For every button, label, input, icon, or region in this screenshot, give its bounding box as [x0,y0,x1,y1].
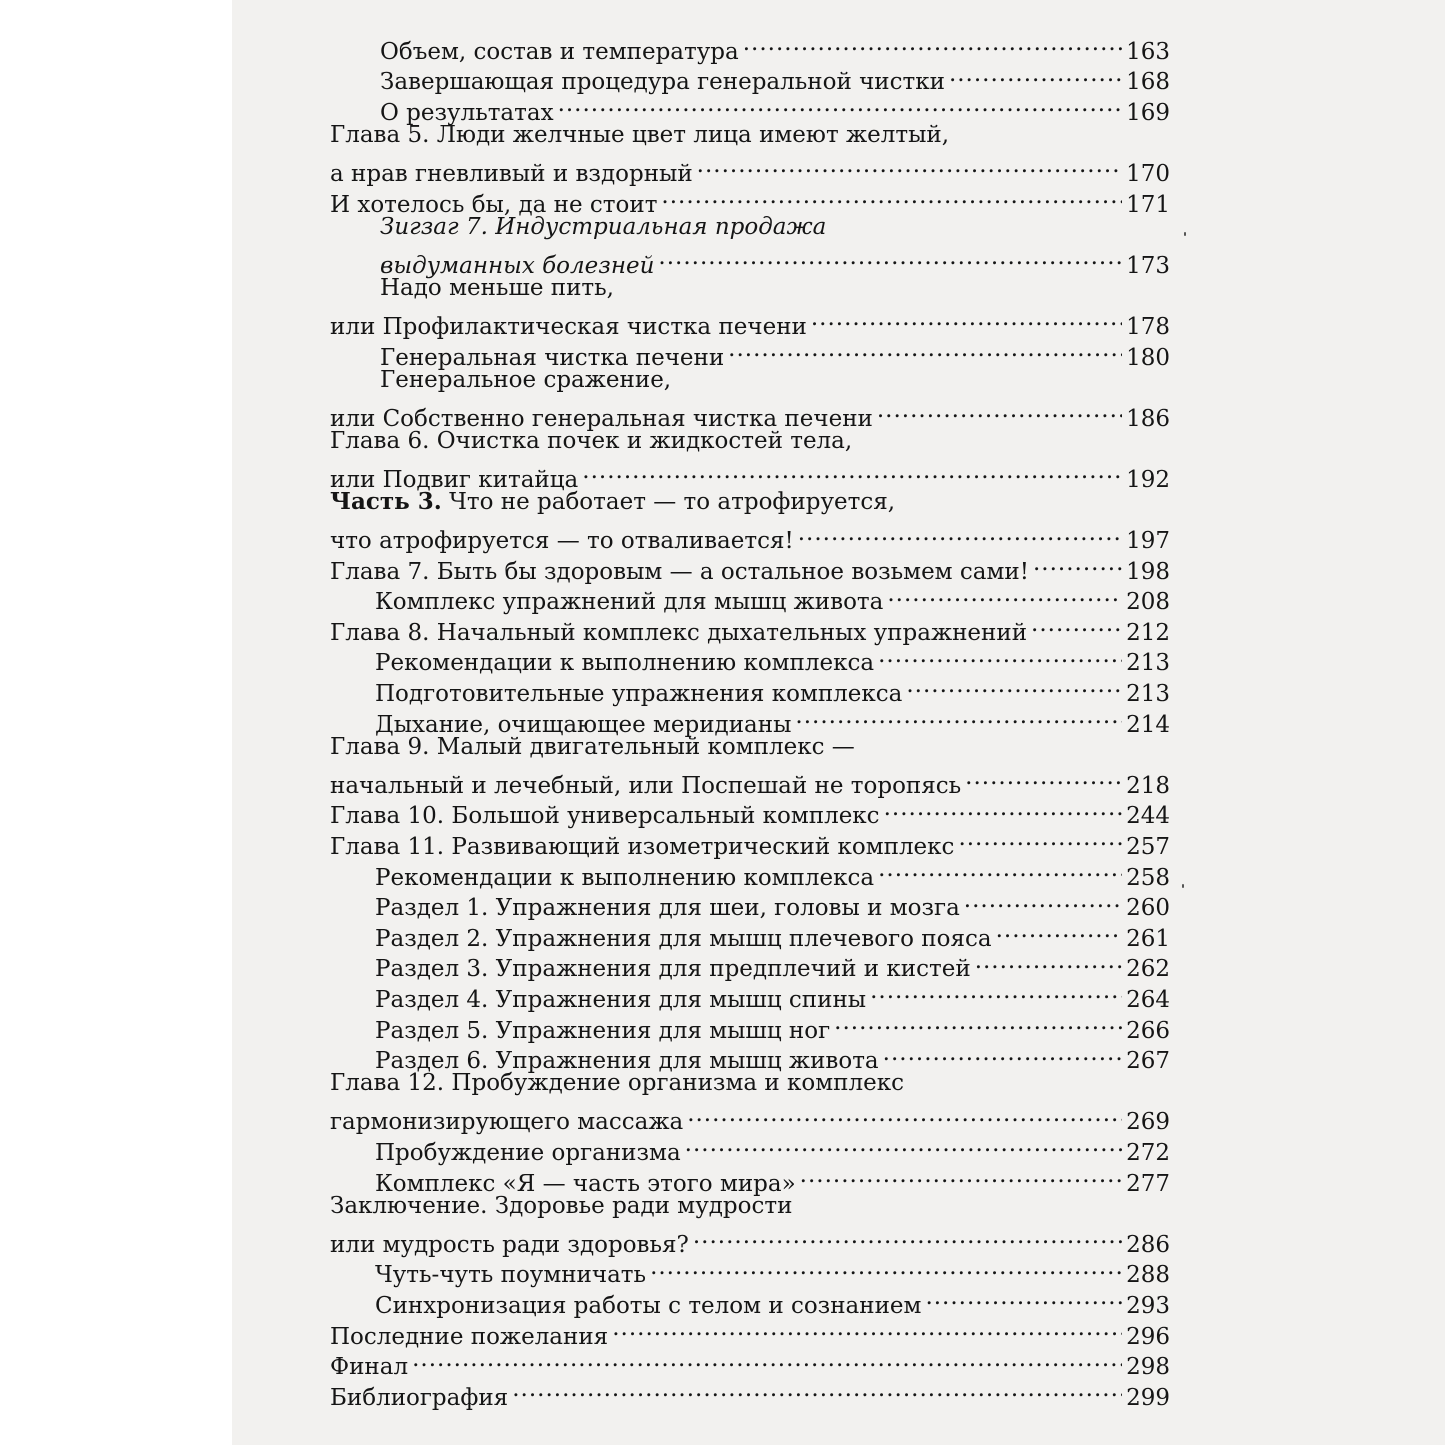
toc-entry [330,365,1170,432]
toc-entry-text: Раздел 5. Упражнения для мышц ног [375,1017,831,1044]
toc-leader-dots [795,701,1122,732]
toc-leader-dots [1033,548,1122,579]
toc-page-number: 288 [1126,1262,1170,1289]
toc-entry-text: или мудрость ради здоровья? [330,1231,689,1258]
toc-entry [330,1068,1170,1136]
toc-page-number: 197 [1126,528,1170,555]
toc-page-number: 266 [1126,1017,1170,1044]
toc-entry-text: или Профилактическая чистка печени [330,313,807,340]
toc-entry-text: Раздел 1. Упражнения для шеи, головы и мозга [375,895,960,922]
toc-entry-text: Глава 8. Начальный комплекс дыхательных упражнений [330,619,1028,646]
toc-leader-dots [1031,609,1122,640]
toc-page-number: 173 [1126,252,1170,279]
toc-entry-text: Раздел 2. Упражнения для мышц плечевого пояса [375,925,992,952]
toc-entry-text: И хотелось бы, да не стоит [330,191,658,218]
print-speck [1182,884,1184,888]
toc-entry [330,212,1170,279]
toc-leader-dots [412,1344,1122,1375]
toc-entry-text: Зигзаг 7. Индустриальная продажа [380,213,827,240]
toc-page-number: 286 [1126,1231,1170,1258]
toc-entry-text: Финал [330,1354,409,1381]
toc-entry-text: выдуманных болезней [380,252,655,279]
toc-entry-text: Раздел 4. Упражнения для мышц спины [375,987,867,1013]
toc-page-number: 262 [1126,956,1170,983]
toc-page-number: 258 [1126,864,1170,891]
toc-page-number: 169 [1126,99,1170,126]
toc-leader-dots [685,1129,1122,1160]
toc-entry-text: Глава 12. Пробуждение организма и комплекс [330,1070,904,1097]
toc-page-number: 244 [1126,803,1170,830]
toc-entry-text: что атрофируется — то отваливается! [330,528,794,555]
toc-leader-dots [697,150,1122,181]
toc-page-number: 218 [1126,772,1170,799]
toc-leader-dots [925,1282,1122,1313]
toc-leader-dots [728,334,1122,365]
toc-leader-dots [870,976,1122,1007]
toc-page-number: 192 [1126,466,1170,493]
toc-page-number: 180 [1126,344,1170,371]
toc-leader-dots [612,1313,1122,1344]
toc-page-number: 277 [1126,1170,1170,1197]
toc-entry [330,273,1170,340]
toc-entry-text: Генеральное сражение, [380,366,672,393]
toc-entry [330,1374,1170,1411]
toc-entry-text: Глава 7. Быть бы здоровым — а остальное возьмем сами! [330,558,1029,585]
toc-entry-text: Глава 9. Малый двигательный комплекс — [330,733,855,760]
toc-leader-dots [975,946,1122,977]
toc-page-number: 298 [1126,1354,1170,1381]
toc-page-number: 213 [1126,681,1170,708]
toc-page-number: 186 [1126,405,1170,432]
toc-entry-text: или Собственно генеральная чистка печени [330,405,873,432]
toc-entry-text: Рекомендации к выполнению комплекса [375,650,875,677]
toc-entry-text: Объем, состав и температура [380,38,739,65]
toc-entry-text: Рекомендации к выполнению комплекса [375,864,875,891]
toc-entry-text: или Подвиг китайца [330,466,579,493]
toc-leader-dots [877,395,1122,426]
toc-entry-text: Глава 5. Люди желчные цвет лица имеют желтый, [330,121,950,148]
toc-page-number: 168 [1126,69,1170,96]
toc-page-number: 212 [1126,619,1170,646]
toc-entry-text: Заключение. Здоровье ради мудрости [330,1192,793,1219]
toc-entry-text: Комплекс «Я — часть этого мира» [375,1170,796,1197]
toc-leader-dots [582,456,1122,487]
toc-entry-text: Чуть-чуть поумничать [375,1262,647,1289]
toc-page-number: 260 [1126,895,1170,922]
toc-entry-text: Глава 6. Очистка почек и жидкостей тела, [330,427,853,454]
print-speck [1184,232,1186,236]
toc-page-number: 296 [1126,1323,1170,1350]
toc-page-number: 171 [1126,191,1170,218]
toc-page-number: 293 [1126,1292,1170,1319]
toc-entry [330,426,1170,493]
toc-entry-text: Часть 3. Что не работает — то атрофируется, [330,487,896,515]
toc-page-number: 264 [1126,987,1170,1013]
toc-page-number: 213 [1126,650,1170,677]
toc-page-number: 178 [1126,313,1170,340]
toc-leader-dots [743,28,1122,59]
toc-entry [330,732,1170,799]
toc-page-number: 257 [1126,834,1170,861]
toc-leader-dots [878,640,1122,671]
toc-entry-text: Последние пожелания [330,1323,609,1350]
toc-leader-dots [906,670,1122,701]
toc-page-number: 214 [1126,711,1170,738]
toc-page-number: 299 [1126,1384,1170,1411]
toc-entry-text: а нрав гневливый и вздорный [330,160,693,187]
toc-leader-dots [965,762,1122,793]
toc-entry [330,120,1170,187]
toc-part-label: Часть 3. [330,487,442,515]
toc-entry-text: Пробуждение организма [375,1139,681,1166]
toc-entry-text: Надо меньше пить, [380,274,614,301]
toc-entry-text: Раздел 3. Упражнения для предплечий и кистей [375,956,971,983]
toc-entry-text: Завершающая процедура генеральной чистки [380,69,945,96]
toc-leader-dots [887,579,1122,610]
toc-entry-text: Дыхание, очищающее меридианы [375,711,792,738]
table-of-contents [330,28,1170,1411]
toc-leader-dots [512,1374,1122,1405]
toc-leader-dots [798,518,1122,549]
toc-entry-text: Комплекс упражнений для мышц живота [375,589,884,616]
toc-leader-dots [958,823,1122,854]
toc-entry [330,1344,1170,1381]
toc-entry-text: Глава 11. Развивающий изометрический комплекс [330,834,955,861]
toc-leader-dots [884,793,1123,824]
toc-entry [330,487,1170,555]
toc-entry-text: Подготовительные упражнения комплекса [375,681,903,708]
toc-leader-dots [658,242,1122,273]
toc-leader-dots [650,1252,1122,1283]
toc-leader-dots [800,1160,1122,1191]
toc-leader-dots [996,915,1123,946]
toc-leader-dots [883,1038,1122,1069]
toc-page-number: 163 [1126,38,1170,65]
toc-entry [330,28,1170,65]
toc-leader-dots [693,1221,1122,1252]
toc-leader-dots [687,1099,1122,1130]
toc-leader-dots [949,59,1122,90]
toc-entry [330,1191,1170,1258]
toc-entry-text: О результатах [380,99,554,126]
toc-leader-dots [558,89,1123,120]
toc-page-number: 198 [1126,558,1170,585]
toc-entry-text: Библиография [330,1384,509,1411]
toc-page-number: 272 [1126,1139,1170,1166]
toc-entry-text: Синхронизация работы с телом и сознанием [375,1292,922,1319]
toc-entry-text: начальный и лечебный, или Поспешай не торопясь [330,772,962,799]
toc-leader-dots [964,885,1122,916]
toc-page-number: 267 [1126,1048,1170,1075]
toc-page-number: 261 [1126,925,1170,952]
toc-entry-text: Раздел 6. Упражнения для мышц живота [375,1048,879,1075]
toc-page-number: 208 [1126,589,1170,616]
toc-entry-text: Генеральная чистка печени [380,344,725,371]
toc-leader-dots [661,181,1122,212]
toc-page-number: 269 [1126,1109,1170,1136]
toc-entry-text: Глава 10. Большой универсальный комплекс [330,803,880,830]
toc-leader-dots [878,854,1122,885]
toc-leader-dots [811,303,1122,334]
toc-entry-text: гармонизирующего массажа [330,1109,684,1136]
toc-page-number: 170 [1126,160,1170,187]
toc-leader-dots [834,1007,1122,1038]
